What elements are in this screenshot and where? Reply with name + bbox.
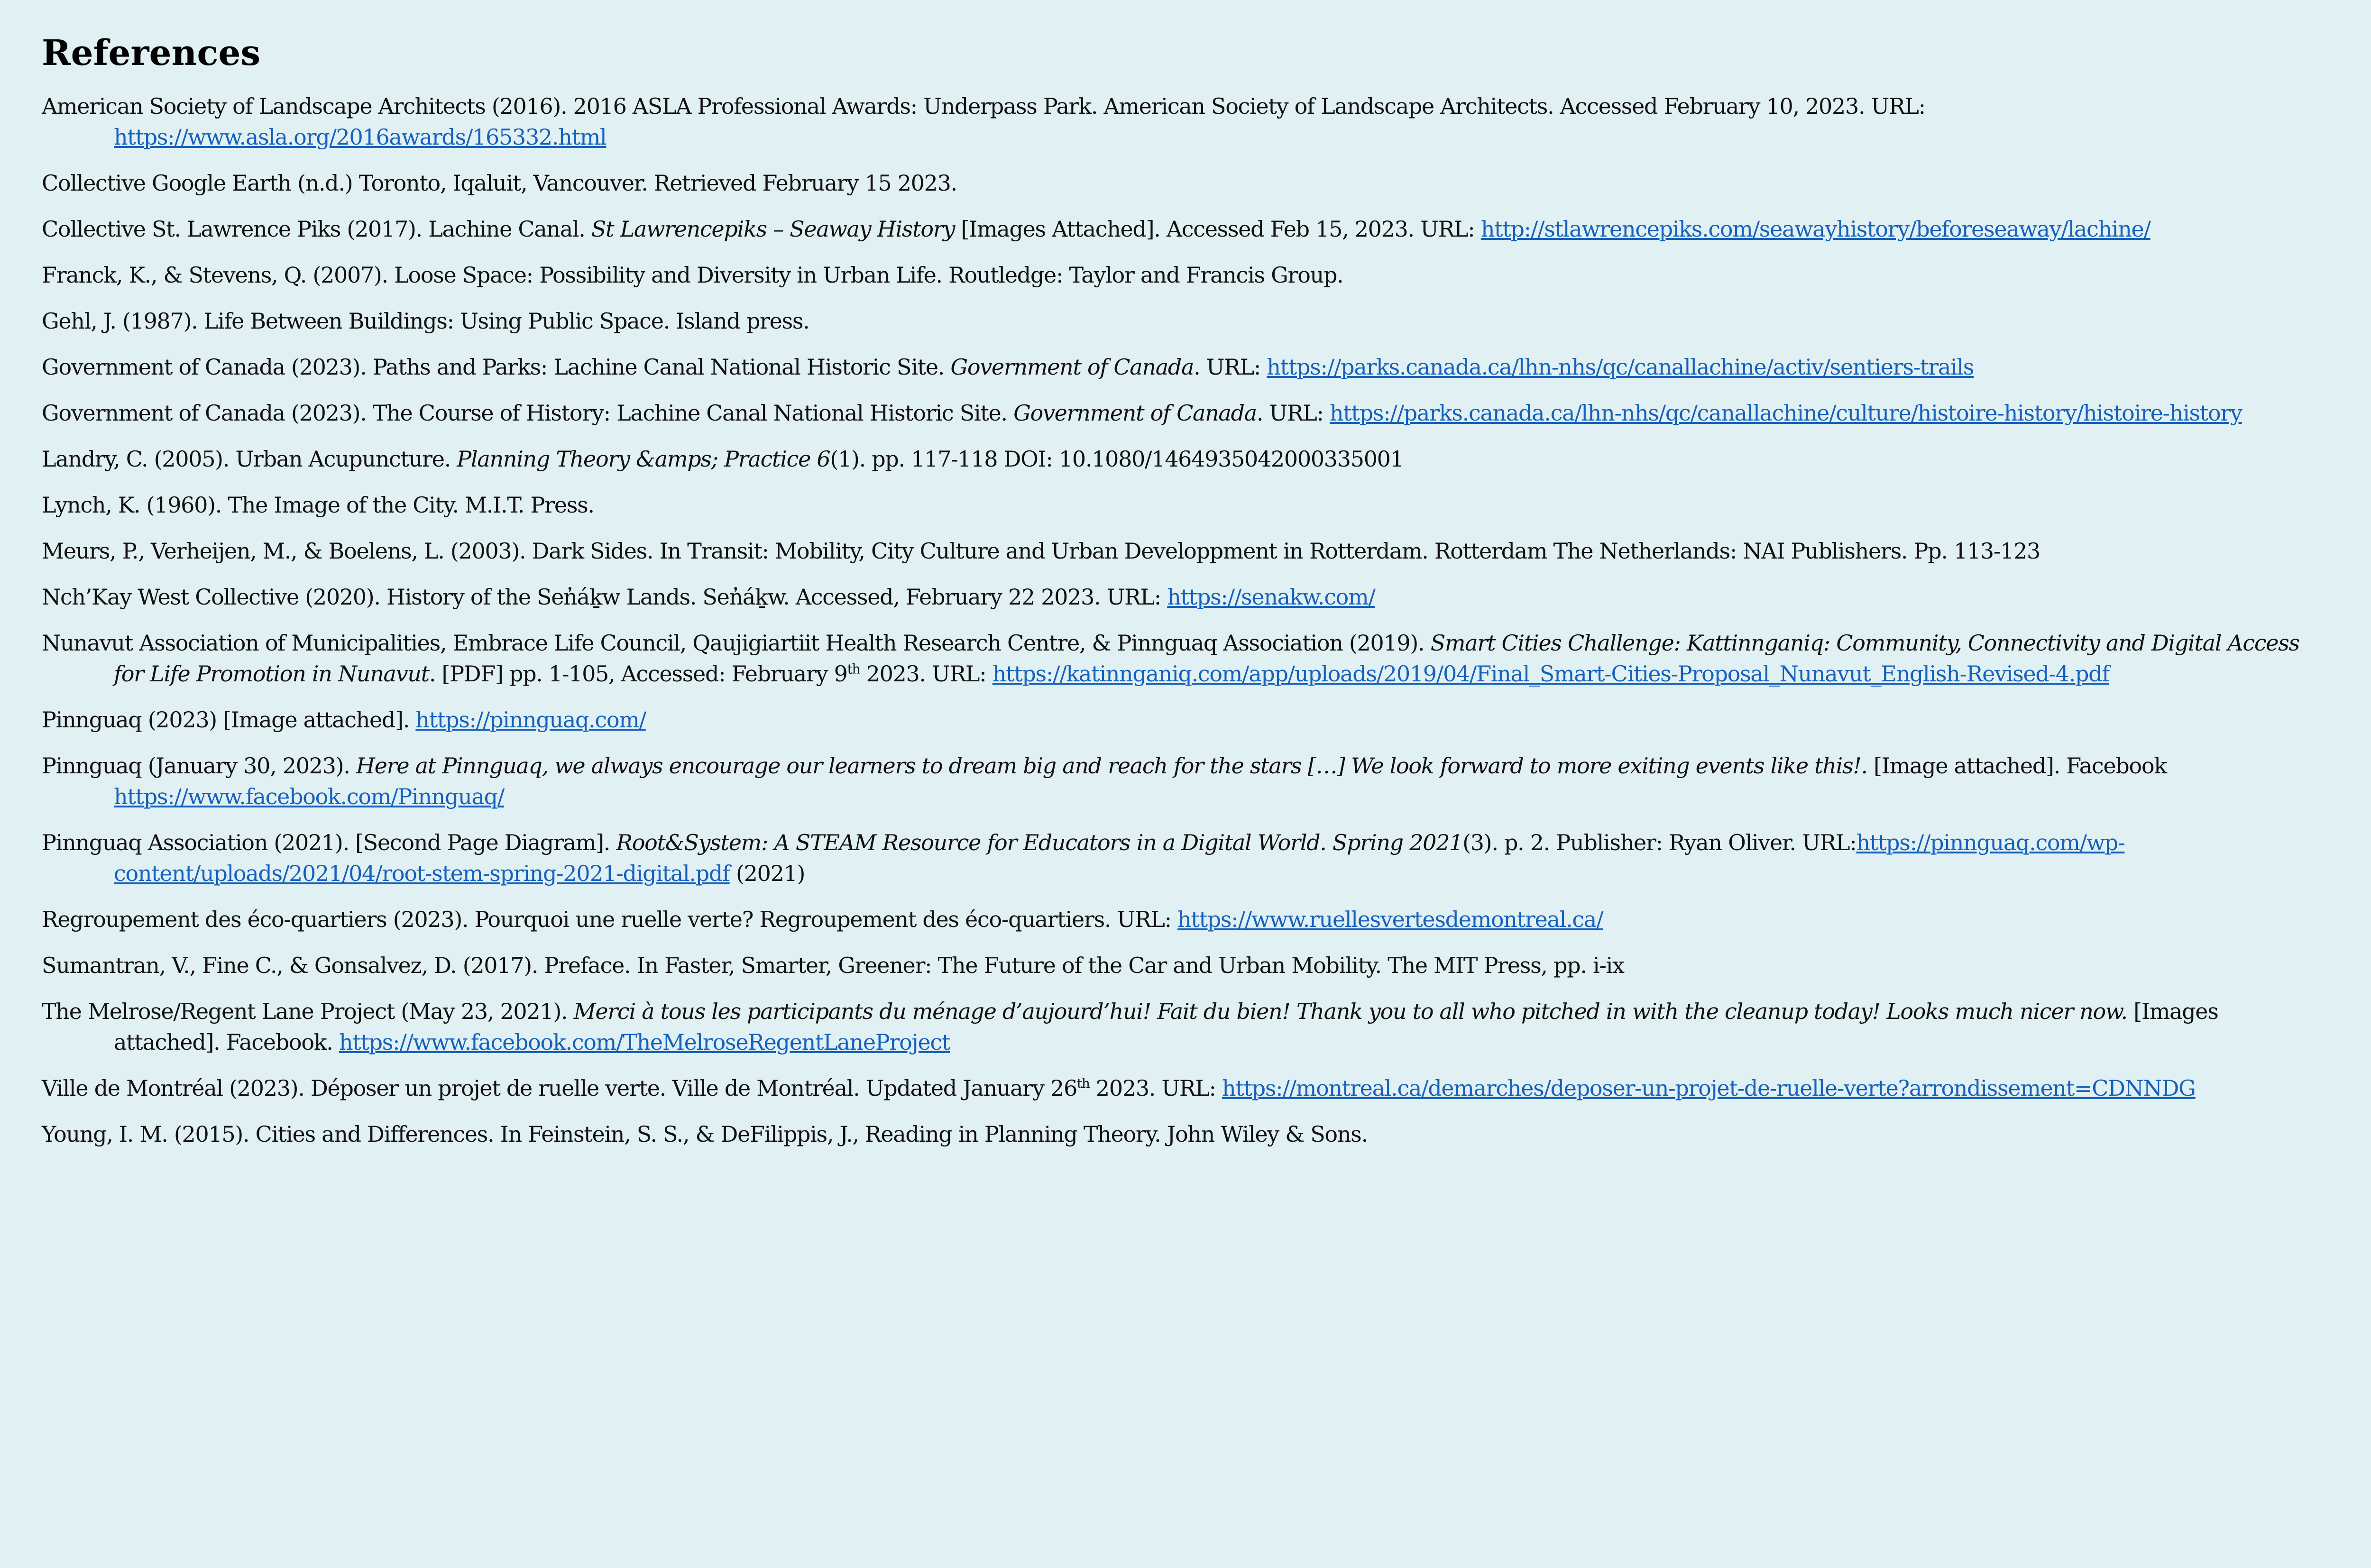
reference-item [42,904,2308,935]
reference-text: Regroupement des éco-quartiers (2023). Pourquoi une ruelle verte? Regroupement des éco-quartiers. URL: [42,907,1178,932]
reference-text: [Images Attached]. Accessed Feb 15, 2023. URL: [955,216,1481,242]
reference-text: Government of Canada (2023). The Course of History: Lachine Canal National Historic Site. [42,400,1014,426]
reference-italic-title: Root&System: A STEAM Resource for Educators in a Digital World. Spring 2021 [616,830,1463,855]
reference-link[interactable]: https://www.ruellesvertesdemontreal.ca/ [1177,907,1603,932]
reference-text: . URL: [1256,400,1330,426]
reference-link[interactable]: https://www.asla.org/2016awards/165332.html [114,124,607,150]
reference-text: . URL: [1194,354,1267,380]
reference-text: Government of Canada (2023). Paths and Parks: Lachine Canal National Historic Site. [42,354,951,380]
reference-link[interactable]: https://katinnganiq.com/app/uploads/2019/04/Final_Smart-Cities-Proposal_Nunavut_English-Revised-4.pdf [992,661,2110,687]
reference-item [42,582,2308,613]
reference-link[interactable]: https://pinnguaq.com/ [415,707,646,733]
reference-item [42,950,2308,981]
reference-text: Pinnguaq (January 30, 2023). [42,753,356,779]
reference-text: Nunavut Association of Municipalities, Embrace Life Council, Qaujigiartiit Health Research Centre, & Pinnguaq Association (2019). [42,630,1431,656]
reference-item [42,91,2308,153]
reference-italic-title: Here at Pinnguaq, we always encourage our learners to dream big and reach for the stars […] We look forward to more exiting events like this!. [356,753,1867,779]
reference-link[interactable]: http://stlawrencepiks.com/seawayhistory/beforeseaway/lachine/ [1480,216,2150,242]
reference-text: American Society of Landscape Architects (2016). 2016 ASLA Professional Awards: Underpass Park. American Society of Landscape Architects. Accessed February 10, 2023. URL: [42,93,1925,119]
reference-text: [Images attached]. Facebook. [114,999,2218,1055]
reference-text: . [PDF] pp. 1-105, Accessed: February 9 [429,661,847,687]
reference-item [42,260,2308,291]
reference-item [42,168,2308,199]
reference-italic-title: Government of Canada [1013,400,1257,426]
reference-item [42,1073,2308,1104]
reference-link[interactable]: https://www.facebook.com/Pinnguaq/ [114,784,504,809]
reference-item [42,306,2308,337]
reference-item [42,1119,2308,1150]
reference-text: Pinnguaq Association (2021). [Second Page Diagram]. [42,830,616,855]
reference-item [42,490,2308,521]
reference-item [42,398,2308,429]
reference-italic-title: Smart Cities Challenge: Kattinnganiq: Community, Connectivity and Digital Access for Life Promotion in Nunavut [114,630,2299,687]
reference-item [42,352,2308,383]
reference-list [42,91,2308,1165]
reference-text: Young, I. M. (2015). Cities and Differences. In Feinstein, S. S., & DeFilippis, J., Reading in Planning Theory. John Wiley & Sons. [42,1121,1368,1147]
reference-item [42,751,2308,812]
reference-item [42,996,2308,1058]
reference-item [42,214,2308,245]
reference-text: [Image attached]. Facebook [1867,753,2167,779]
reference-text: Ville de Montréal (2023). Déposer un projet de ruelle verte. Ville de Montréal. Updated January 26 [42,1075,1077,1101]
reference-italic-title: Government of Canada [950,354,1194,380]
ordinal-suffix: th [1076,1075,1090,1091]
reference-link[interactable]: https://parks.canada.ca/lhn-nhs/qc/canallachine/culture/histoire-history/histoire-history [1330,400,2242,426]
reference-text: 2023. URL: [1089,1075,1222,1101]
reference-italic-title: Merci à tous les participants du ménage d’aujourd’hui! Fait du bien! Thank you to all who pitched in with the cleanup today! Looks much nicer now. [573,999,2127,1024]
reference-item [42,536,2308,567]
reference-text: Nch’Kay West Collective (2020). History of the Sen̓áḵw Lands. Sen̓áḵw. Accessed, February 22 2023. URL: [42,584,1167,610]
reference-text: Pinnguaq (2023) [Image attached]. [42,707,416,733]
reference-text: Meurs, P., Verheijen, M., & Boelens, L. (2003). Dark Sides. In Transit: Mobility, City Culture and Urban Developpment in Rotterdam. Rotterdam The Netherlands: NAI Publishers. Pp. 113-123 [42,538,2040,564]
reference-text: Collective Google Earth (n.d.) Toronto, Iqaluit, Vancouver. Retrieved February 15 2023. [42,170,957,196]
reference-text: Sumantran, V., Fine C., & Gonsalvez, D. (2017). Preface. In Faster, Smarter, Greener: The Future of the Car and Urban Mobility. The MIT Press, pp. i-ix [42,953,1624,978]
reference-item [42,705,2308,735]
reference-text: Lynch, K. (1960). The Image of the City. M.I.T. Press. [42,492,594,518]
reference-text: Gehl, J. (1987). Life Between Buildings: Using Public Space. Island press. [42,308,809,334]
reference-text: Collective St. Lawrence Piks (2017). Lachine Canal. [42,216,591,242]
reference-text: The Melrose/Regent Lane Project (May 23, 2021). [42,999,574,1024]
reference-item [42,827,2308,889]
reference-text: (3). p. 2. Publisher: Ryan Oliver. URL: [1462,830,1856,855]
ordinal-suffix: th [847,661,860,677]
reference-text: Landry, C. (2005). Urban Acupuncture. [42,446,457,472]
reference-text: 2023. URL: [860,661,993,687]
reference-link[interactable]: https://senakw.com/ [1167,584,1375,610]
reference-link[interactable]: https://parks.canada.ca/lhn-nhs/qc/canallachine/activ/sentiers-trails [1267,354,1974,380]
reference-italic-title: St Lawrencepiks – Seaway History [591,216,955,242]
reference-item [42,444,2308,475]
page-title: References [42,33,261,73]
reference-text: Franck, K., & Stevens, Q. (2007). Loose Space: Possibility and Diversity in Urban Life. Routledge: Taylor and Francis Group. [42,262,1343,288]
reference-text: (2021) [729,861,805,886]
reference-item [42,628,2308,689]
reference-link[interactable]: https://www.facebook.com/TheMelroseRegentLaneProject [339,1029,950,1055]
reference-link[interactable]: https://pinnguaq.com/wp-content/uploads/2021/04/root-stem-spring-2021-digital.pdf [114,830,2125,886]
reference-text: (1). pp. 117-118 DOI: 10.1080/1464935042000335001 [830,446,1404,472]
reference-link[interactable]: https://montreal.ca/demarches/deposer-un-projet-de-ruelle-verte?arrondissement=CDNNDG [1222,1075,2196,1101]
reference-italic-title: Planning Theory &amps; Practice 6 [457,446,830,472]
